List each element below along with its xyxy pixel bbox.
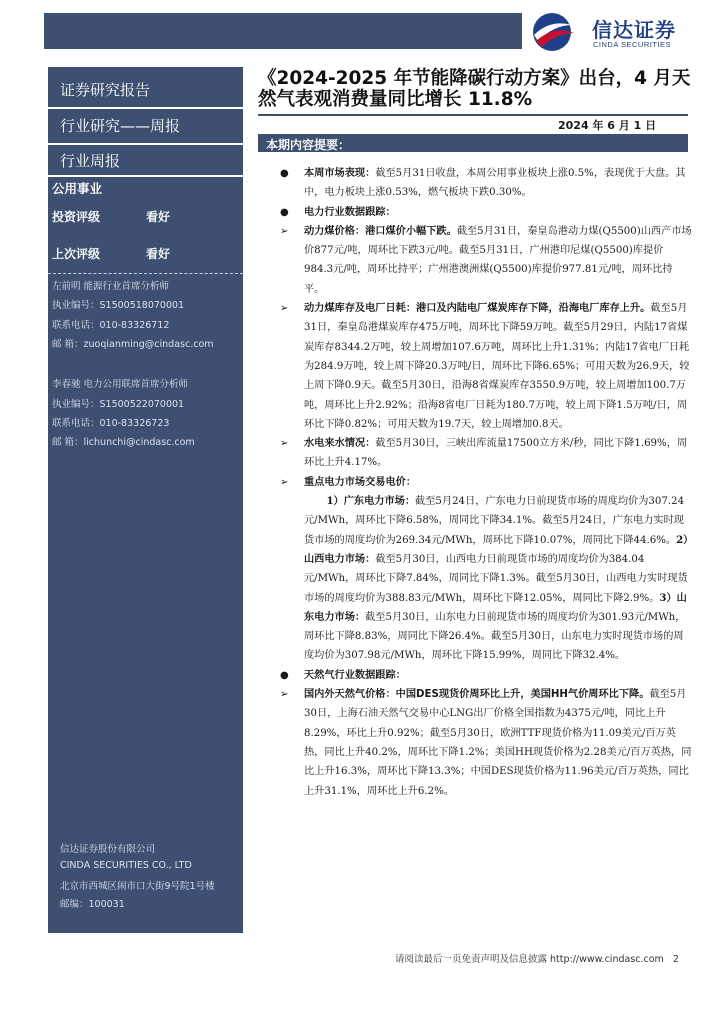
- rating-label: 投资评级: [52, 210, 101, 224]
- company-cn: 信达证券股份有限公司: [60, 844, 156, 855]
- page-number: 2: [672, 954, 679, 965]
- item-text: 截至5月31日，秦皇岛港煤炭库存475万吨，周环比下降59万吨。截至5月29日，内陆17省煤炭库存8344.2万吨，较上周增加107.6万吨，周环比上升1.31%；内陆17省电厂日耗为284.9万吨，较上周下降20.3万吨/日，周环比下降6.65%；可用天数为26.9天，较上周下降0.9天。截至5月30日，沿海8省煤炭库存3550.9万吨，较上周增加100.7万吨，周环比上升2.92%；沿海8省电厂日耗为180.7万吨，较上周下降1.5万吨/日，周环比下降0.82%；可用天数为19.7天，较上周增加0.8天。: [304, 303, 690, 430]
- market-heading: 2）山西电力市场：: [304, 533, 689, 565]
- list-item: [276, 473, 692, 492]
- analyst-email[interactable]: 邮 箱：zuoqianming@cindasc.com: [52, 339, 214, 350]
- report-title: 《2024-2025 年节能降碳行动方案》出台，4 月天然气表观消费量同比增长 11.8%: [258, 68, 691, 110]
- market-heading: 1）广东电力市场：: [326, 495, 416, 508]
- sidebar-divider: [48, 143, 243, 145]
- header-bar: [44, 13, 522, 49]
- sidebar: [48, 67, 243, 933]
- company-en: CINDA SECURITIES CO., LTD: [60, 860, 192, 871]
- analyst-phone: 联系电话：010-83326712: [52, 320, 170, 331]
- analyst-license: 执业编号：S1500522070001: [52, 399, 185, 410]
- market-heading: 3）山东电力市场：: [304, 591, 687, 623]
- list-item: [276, 666, 692, 685]
- market-price-paragraph: [276, 492, 692, 666]
- arrow-bullet-icon: ➢: [280, 303, 289, 315]
- company-postcode: 邮编：100031: [60, 899, 125, 910]
- sector: 公用事业: [52, 181, 103, 196]
- company-address: 北京市西城区闹市口大街9号院1号楼: [60, 881, 215, 892]
- arrow-bullet-icon: ➢: [280, 225, 289, 237]
- analyst-email[interactable]: 邮 箱：lichunchi@cindasc.com: [52, 437, 195, 448]
- list-item: [276, 434, 692, 473]
- summary-bar: [258, 134, 688, 152]
- list-item: [276, 685, 692, 801]
- item-heading: 电力行业数据跟踪：: [304, 206, 396, 218]
- item-heading: 国内外天然气价格：中国DES现货价周环比上升，美国HH气价周环比下降。: [304, 689, 650, 701]
- arrow-bullet-icon: ➢: [280, 476, 289, 488]
- summary-label: 本期内容提要：: [266, 138, 351, 152]
- report-date: 2024 年 6 月 1 日: [558, 119, 657, 132]
- list-item: [276, 164, 692, 203]
- item-heading: 动力煤库存及电厂日耗：港口及内陆电厂煤炭库存下降，沿海电厂库存上升。: [304, 303, 651, 315]
- rating-value: 看好: [146, 210, 171, 224]
- item-heading: 本周市场表现：: [304, 168, 376, 179]
- bullet-icon: ●: [280, 669, 289, 681]
- disclaimer-link[interactable]: 请阅读最后一页免责声明及信息披露 http://www.cindasc.com: [395, 954, 664, 965]
- analyst-phone: 联系电话：010-83326723: [52, 418, 170, 429]
- market-text: 截至5月30日，山西电力日前现货市场的周度均价为384.04元/MWh，周环比下降7.84%，周同比下降1.3%。截至5月30日，山西电力实时现货市场的周度均价为388.83元/MWh，周环比下降12.05%，周同比下降2.9%。: [304, 553, 688, 604]
- analyst-name: 李春驰 电力公用联席首席分析师: [52, 379, 189, 390]
- sidebar-dashed-divider: [48, 273, 243, 274]
- list-item: [276, 203, 692, 222]
- item-heading: 动力煤价格：港口煤价小幅下跌。: [304, 225, 457, 237]
- report-type: 证券研究报告: [60, 81, 151, 99]
- page-footer: [395, 951, 679, 965]
- item-heading: 重点电力市场交易电价：: [304, 476, 417, 488]
- prev-rating-label: 上次评级: [52, 247, 101, 261]
- market-text: 截至5月24日，广东电力日前现货市场的周度均价为307.24元/MWh，周环比下降6.58%，周同比下降34.1%。截至5月24日，广东电力实时现货市场的周度均价为269.34元/MWh，周环比下降10.07%，周同比下降44.6%。: [304, 496, 685, 546]
- item-text: 截至5月30日，上海石油天然气交易中心LNG出厂价格全国指数为4375元/吨，同比上升8.29%，环比上升0.92%；截至5月30日，欧洲TTF现货价格为11.09美元/百万英热，同比上升40.2%，周环比下降1.2%；美国HH现货价格为2.28美元/百万英热，同比上升16.3%，周环比下降13.3%；中国DES现货价格为11.96美元/百万英热，同比上升31.1%，周环比上升6.2%。: [304, 689, 692, 797]
- item-heading: 天然气行业数据跟踪：: [304, 669, 406, 681]
- item-heading: 水电来水情况：: [304, 438, 376, 450]
- item-text: 截至5月31日，秦皇岛港动力煤(Q5500)山西产市场价877元/吨，周环比下跌3元/吨。截至5月31日，广州港印尼煤(Q5500)库提价984.3元/吨，周环比持平；广州港澳洲煤(Q5500)库提价977.81元/吨，周环比持平。: [304, 225, 692, 295]
- arrow-bullet-icon: ➢: [280, 438, 289, 450]
- bullet-icon: ●: [280, 206, 289, 218]
- brand-name: 信达证券: [592, 18, 676, 42]
- analyst-name: 左前明 能源行业首席分析师: [52, 281, 170, 292]
- prev-rating-value: 看好: [146, 247, 171, 261]
- report-category: 行业研究——周报: [60, 117, 181, 135]
- analyst-license: 执业编号：S1500518070001: [52, 300, 185, 311]
- bullet-icon: ●: [280, 168, 289, 179]
- market-text: 截至5月30日，山东电力日前现货市场的周度均价为301.93元/MWh，周环比下降8.83%，周同比下降26.4%。截至5月30日，山东电力实时现货市场的周度均价为307.98元/MWh，周环比下降15.99%，周同比下降32.4%。: [304, 611, 686, 662]
- item-text: 截至5月31日收盘，本周公用事业板块上涨0.5%，表现优于大盘。其中，电力板块上涨0.53%，燃气板块下跌0.30%。: [304, 168, 686, 199]
- summary-content: [276, 164, 692, 801]
- list-item: [276, 222, 692, 299]
- sidebar-divider: [48, 175, 243, 177]
- item-text: 截至5月30日，三峡出库流量17500立方米/秒，同比下降1.69%，周环比上升4.17%。: [304, 438, 688, 469]
- list-item: [276, 299, 692, 434]
- brand-sub: CINDA SECURITIES: [593, 40, 672, 49]
- sidebar-divider: [48, 107, 243, 109]
- report-subcategory: 行业周报: [60, 152, 121, 170]
- arrow-bullet-icon: ➢: [280, 689, 289, 701]
- title-rule: [258, 114, 688, 116]
